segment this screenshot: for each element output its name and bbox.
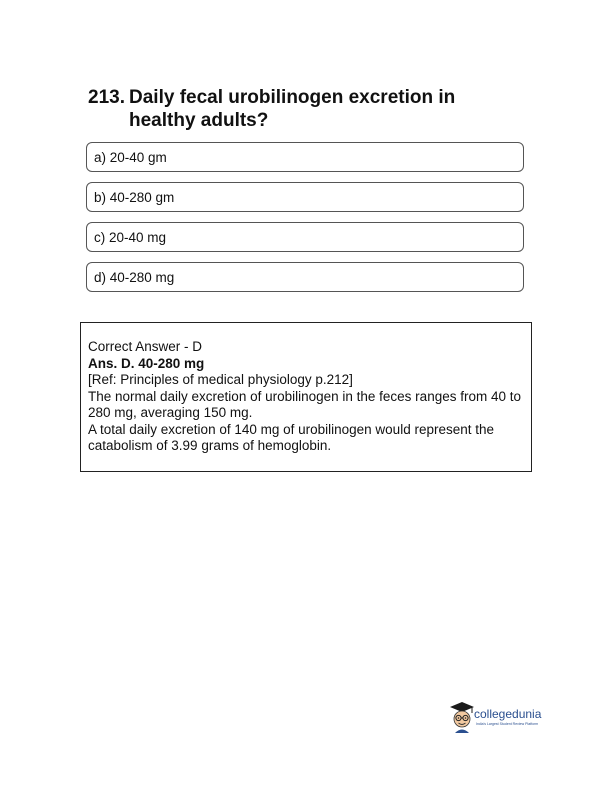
reference-line: [Ref: Principles of medical physiology p.212] [88,372,353,387]
brand-name: collegedunia [474,707,542,721]
option-b[interactable]: b) 40-280 gm [86,182,524,212]
explanation-paragraph-1: The normal daily excretion of urobilinogen in the feces ranges from 40 to 280 mg, averaging 150 mg. [88,388,521,420]
correct-answer-line: Correct Answer - D [88,339,203,354]
option-a[interactable]: a) 20-40 gm [86,142,524,172]
mascot-icon [448,700,476,734]
brand-tagline: India's Largest Student Review Platform [476,722,539,726]
question [88,86,508,132]
question-number: 213. [88,87,125,108]
answer-line: Ans. D. 40-280 mg [88,355,205,371]
explanation-paragraph-2: A total daily excretion of 140 mg of urobilinogen would represent the catabolism of 3.99 grams of hemoglobin. [88,421,495,453]
answer-explanation-box [80,322,532,472]
question-text: Daily fecal urobilinogen excretion in healthy adults? [129,87,456,131]
option-d[interactable]: d) 40-280 mg [86,262,524,292]
collegedunia-logo [448,700,548,736]
option-c[interactable]: c) 20-40 mg [86,222,524,252]
